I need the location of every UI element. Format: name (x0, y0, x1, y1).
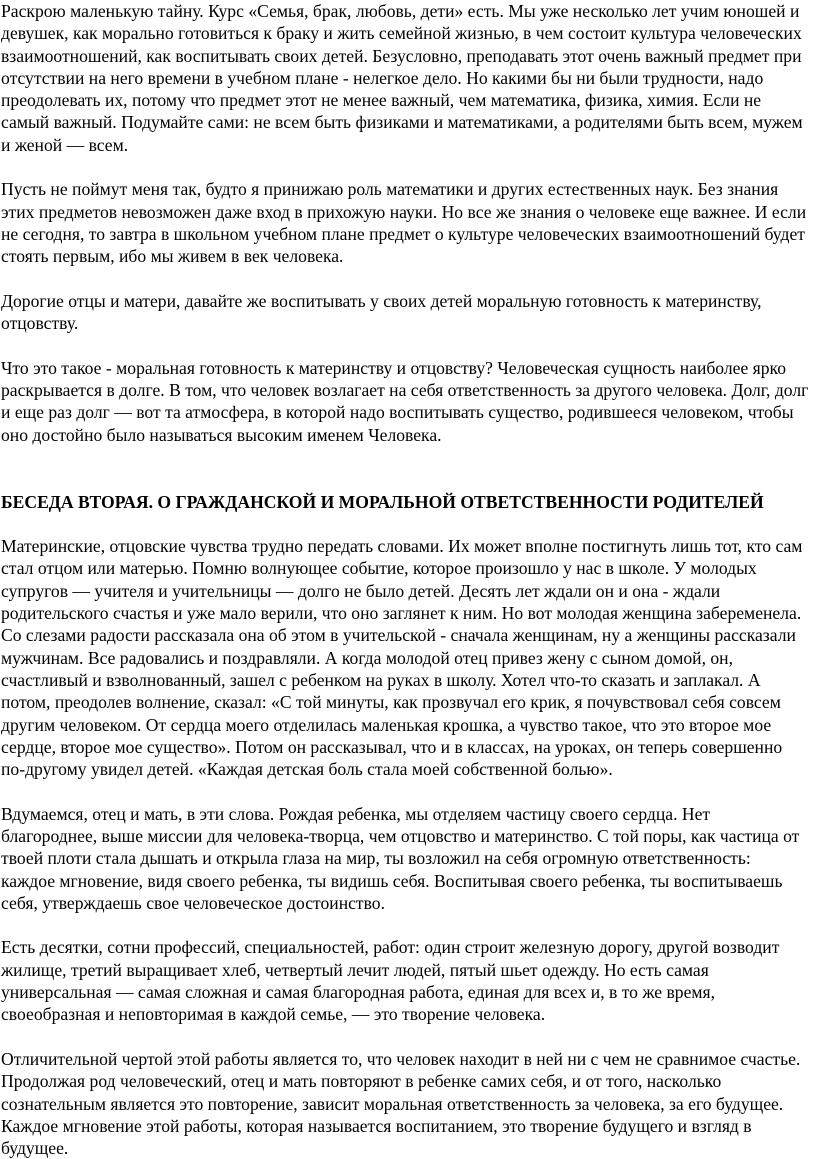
body-paragraph-2: Вдумаемся, отец и мать, в эти слова. Рождая ребенка, мы отделяем частицу своего сердца. Нет благороднее, выше миссии для человека-творца, чем отцовство и материнство. С той поры, как частица от твоей плоти стала дышать и открыла глаза на мир, ты возложил на себя огромную ответственность: каждое мгновение, видя своего ребенка, ты видишь себя. Воспитывая своего ребенка, ты воспитываешь себя, утверждаешь свое человеческое достоинство. (1, 803, 800, 913)
body-paragraph-1: Материнские, отцовские чувства трудно передать словами. Их может вполне постигнуть лишь тот, кто сам стал отцом или матерью. Помню волнующее событие, которое произошло у нас в школе. У молодых супругов — учителя и учительницы — долго не было детей. Десять лет ждали он и она - ждали родительского счастья и уже мало верили, что оно заглянет к ним. Но вот молодая женщина забеременела. Со слезами радости рассказала она об этом в учительской - сначала женщинам, ну а женщины рассказали мужчинам. Все радовались и поздравляли. А когда молодой отец привез жену с сыном домой, он, счастливый и взволнованный, зашел с ребенком на руках в школу. Хотел что-то сказать и заплакал. А потом, преодолев волнение, сказал: «С той минуты, как прозвучал его крик, я почувствовал себя совсем другим человеком. От сердца моего отделилась маленькая крошка, а чувство такое, что это второе мое сердце, второе мое существо». Потом он рассказывал, что и в классах, на уроках, он теперь совершенно по-другому увидел детей. «Каждая детская боль стала моей собственной болью». (1, 536, 803, 780)
intro-paragraph-2: Пусть не поймут меня так, будто я принижаю роль математики и других естественных наук. Без знания этих предметов невозможен даже вход в прихожую науки. Но все же знания о человеке еще важнее. И если не сегодня, то завтра в школьном учебном плане предмет о культуре человеческих взаимоотношений будет стоять первым, ибо мы живем в век человека. (1, 179, 807, 267)
body-paragraph-4: Отличительной чертой этой работы является то, что человек находит в ней ни с чем не сравнимое счастье. Продолжая род человеческий, отец и мать повторяют в ребенке самих себя, и от того, насколько сознательным является это повторение, зависит моральная ответственность за человека, за его будущее. Каждое мгновение этой работы, которая называется воспитанием, это творение будущего и взгляд в будущее. (1, 1048, 801, 1159)
body-paragraph-3: Есть десятки, сотни профессий, специальностей, работ: один строит железную дорогу, другой возводит жилище, третий выращивает хлеб, четвертый лечит людей, пятый шьет одежду. Но есть самая универсальная — самая сложная и самая благородная работа, единая для всех и, в то же время, своеобразная и неповторимая в каждой семье, — это творение человека. (1, 937, 780, 1025)
intro-paragraph-3: Дорогие отцы и матери, давайте же воспитывать у своих детей моральную готовность к материнству, отцовству. (1, 290, 762, 334)
section-heading: БЕСЕДА ВТОРАЯ. О ГРАЖДАНСКОЙ И МОРАЛЬНОЙ ОТВЕТСТВЕННОСТИ РОДИТЕЛЕЙ (1, 491, 764, 512)
intro-paragraph-1: Раскрою маленькую тайну. Курс «Семья, брак, любовь, дети» есть. Мы уже несколько лет учим юношей и девушек, как морально готовиться к браку и жить семейной жизнью, в чем состоит культура человеческих взаимоотношений, как воспитывать своих детей. Безусловно, преподавать этот очень важный предмет при отсутствии на него времени в учебном плане - нелегкое дело. Но какими бы ни были трудности, надо преодолевать их, потому что предмет этот не менее важный, чем математика, физика, химия. Если не самый важный. Подумайте сами: не всем быть физиками и математиками, а родителями быть всем, мужем и женой — всем. (1, 1, 803, 155)
intro-paragraph-4: Что это такое - моральная готовность к материнству и отцовству? Человеческая сущность наиболее ярко раскрывается в долге. В том, что человек возлагает на себя ответственность за другого человека. Долг, долг и еще раз долг — вот та атмосфера, в которой надо воспитывать существо, родившееся человеком, чтобы оно достойно было называться высоким именем Человека. (1, 357, 809, 445)
